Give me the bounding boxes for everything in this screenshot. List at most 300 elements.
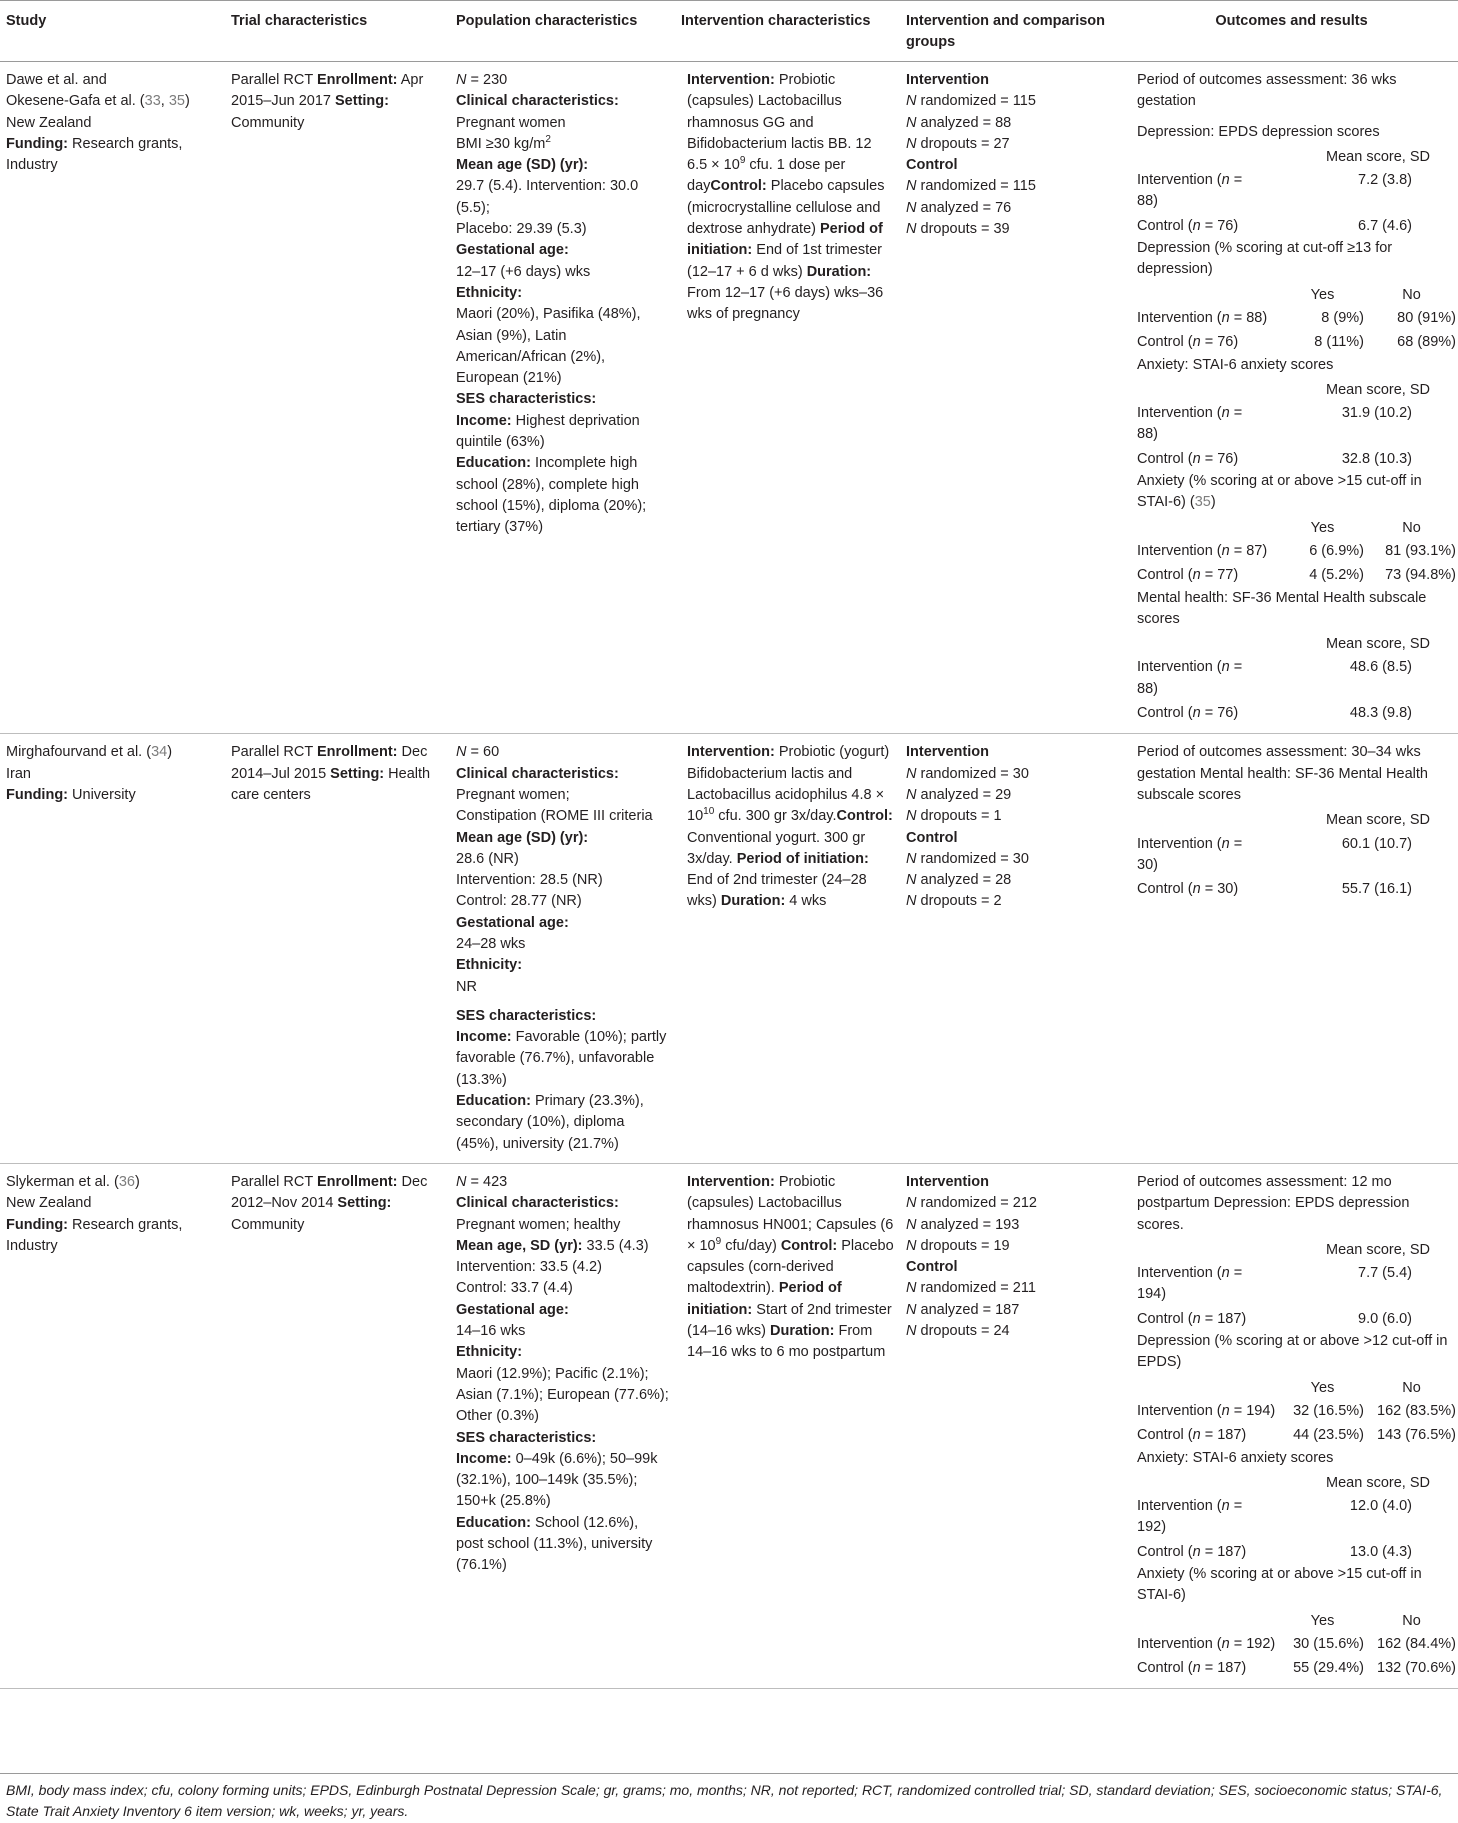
ethnicity-value (456, 977, 669, 998)
header-row (0, 1, 1458, 62)
group-count-line (906, 891, 1119, 912)
table-header (0, 1, 1458, 62)
cell-population (450, 734, 675, 1164)
age-value: 28.6 (NR) (456, 850, 519, 867)
ethnicity-label (456, 955, 669, 976)
outcome-column-header: Mean score, SD (1326, 1474, 1430, 1491)
outcome-group (1127, 332, 1276, 353)
outcome-measure-title (1137, 355, 1456, 376)
table-footnote: BMI, body mass index; cfu, colony forming units; EPDS, Edinburgh Postnatal Depression Scale; gr, grams; mo, months; NR, not reported; RCT, randomized controlled trial; SD, standard deviation; SES, socioeconomic status; STAI-6, State Trait Anxiety Inventory 6 item version; wk, weeks; yr, years. (0, 1773, 1458, 1822)
outcome-no-value: 132 (70.6%) (1377, 1660, 1456, 1677)
outcome-no-value: 81 (93.1%) (1385, 542, 1456, 559)
cell-outcomes (1125, 62, 1458, 734)
gestational-label (456, 1300, 669, 1321)
outcome-column-header: Yes (1310, 519, 1335, 536)
period-value: Start of 2nd trimester (14–16 wks) (687, 1301, 892, 1340)
outcome-group-name: Intervention ( (1137, 1635, 1222, 1652)
n-symbol: N (906, 1195, 917, 1212)
outcome-group (1127, 879, 1262, 900)
outcome-group-name: Control ( (1137, 881, 1193, 898)
col-header-intervention: Intervention characteristics (675, 1, 900, 62)
period-label: Period of initiation: (687, 221, 883, 259)
outcome-group (1127, 1309, 1262, 1330)
outcome-group-n: = 30) (1200, 881, 1239, 898)
setting-label: Setting: (337, 1195, 392, 1212)
outcome-group (1127, 216, 1262, 237)
population-n (456, 742, 669, 763)
education-label: Education: (456, 1514, 531, 1531)
n-symbol: n (1192, 1543, 1201, 1560)
cell-trial (225, 62, 450, 734)
outcome-group-name: Control ( (1137, 217, 1193, 234)
ses-label (456, 389, 669, 410)
outcome-group (1127, 1542, 1262, 1563)
trial-design: Parallel RCT (231, 744, 317, 761)
gestational-label-text: Gestational age: (456, 914, 569, 931)
table-row (0, 1163, 1458, 1689)
n-symbol: N (906, 1216, 917, 1233)
control-value: Placebo capsules (corn-derived maltodextrin). (687, 1237, 894, 1297)
outcome-group (1127, 703, 1262, 724)
n-value: dropouts = 39 (916, 221, 1010, 238)
group-count-line (906, 113, 1119, 134)
citation-close: ) (167, 744, 173, 761)
cell-study (0, 62, 225, 734)
funding-label: Funding: (6, 786, 69, 803)
age-label: Mean age (SD) (yr): (456, 157, 589, 174)
outcome-column-header: No (1402, 1379, 1421, 1396)
outcome-subheader (1127, 630, 1456, 655)
citation-link: 35 (168, 93, 185, 110)
intervention-label: Intervention: (687, 744, 775, 761)
group-count-line (906, 1215, 1119, 1236)
clinical-value: BMI ≥30 kg/m (456, 135, 546, 152)
outcome-column-header: Mean score, SD (1326, 148, 1430, 165)
outcome-mean-value: 55.7 (16.1) (1341, 881, 1412, 898)
outcome-row (1127, 1494, 1456, 1540)
n-symbol: N (906, 93, 917, 110)
outcome-row (1127, 306, 1456, 330)
ethnicity-value-text: Maori (12.9%); Pacific (2.1%); Asian (7.1%); European (77.6%); Other (0.3%) (456, 1365, 669, 1425)
n-symbol: n (1192, 881, 1201, 898)
period-label: Period of initiation: (687, 1280, 842, 1318)
outcome-group (1127, 1263, 1269, 1306)
age-line-2 (456, 219, 669, 240)
outcome-group-n: = 88) (1229, 309, 1268, 326)
superscript: 10 (703, 806, 715, 818)
outcome-row (1127, 832, 1456, 878)
col-header-population: Population characteristics (450, 1, 675, 62)
population-n-value: = 423 (466, 1173, 508, 1190)
n-value: randomized = 30 (916, 850, 1029, 867)
n-symbol: n (1221, 1498, 1230, 1515)
duration-value: 4 wks (785, 893, 827, 910)
outcome-group-n: = 192) (1137, 1498, 1243, 1536)
outcome-group-n: = 187) (1200, 1543, 1247, 1560)
intervention-value-cont: cfu/day) (721, 1237, 781, 1254)
outcome-group-name: Intervention ( (1137, 1498, 1222, 1515)
group-count-line (906, 1321, 1119, 1342)
study-authors-line (6, 742, 219, 763)
outcome-group-name: Control ( (1137, 334, 1193, 351)
n-symbol: N (906, 850, 917, 867)
duration-label: Duration: (770, 1323, 835, 1340)
group-count-line (906, 219, 1119, 240)
income-line (456, 1449, 669, 1513)
age-line-3 (456, 1278, 669, 1299)
clinical-line-1 (456, 1215, 669, 1236)
outcome-group-n: = 76) (1200, 705, 1239, 722)
n-value: analyzed = 28 (916, 872, 1012, 889)
n-symbol: N (456, 72, 467, 88)
group-label-text: Control (906, 157, 958, 174)
outcome-yes-value: 8 (9%) (1321, 309, 1364, 326)
enrollment-value: Dec 2014–Jul 2015 (231, 744, 428, 782)
outcome-row (1127, 1540, 1456, 1564)
group-label-text: Control (906, 1259, 958, 1276)
n-value: analyzed = 88 (916, 114, 1012, 131)
outcome-row (1127, 539, 1456, 563)
cell-trial (225, 1163, 450, 1689)
outcome-row (1127, 1307, 1456, 1331)
intervention-value: Probiotic (capsules) Lactobacillus rhamnosus HN001; Capsules (6 × 10 (687, 1173, 894, 1254)
education-line (456, 1091, 669, 1155)
superscript: 2 (545, 134, 551, 146)
outcome-column-header: Mean score, SD (1326, 381, 1430, 398)
outcome-group-n: = 187) (1200, 1427, 1247, 1444)
cell-outcomes (1125, 1163, 1458, 1689)
outcome-row (1127, 1423, 1456, 1447)
n-symbol: n (1221, 1265, 1230, 1282)
n-symbol: N (906, 1280, 917, 1297)
ses-label (456, 1428, 669, 1449)
outcome-row (1127, 214, 1456, 238)
outcome-column-header: Mean score, SD (1326, 1241, 1430, 1258)
group-label-text: Intervention (906, 1173, 989, 1190)
period-value: End of 2nd trimester (24–28 wks) (687, 872, 867, 910)
outcome-subheader (1127, 806, 1456, 831)
outcome-mean-value: 12.0 (4.0) (1349, 1498, 1412, 1515)
citation-link: 35 (1194, 494, 1211, 511)
outcome-measure-text: Anxiety: STAI-6 anxiety scores (1137, 356, 1334, 373)
group-count-line (906, 1236, 1119, 1257)
n-symbol: n (1192, 1660, 1201, 1677)
duration-label: Duration: (720, 893, 786, 910)
enrollment-label: Enrollment: (316, 744, 398, 761)
population-n-value: = 60 (466, 744, 500, 761)
n-symbol: n (1221, 542, 1230, 559)
outcome-mean-value: 7.2 (3.8) (1358, 172, 1412, 189)
outcome-mean-value: 32.8 (10.3) (1341, 450, 1412, 467)
col-header-outcomes: Outcomes and results (1125, 1, 1458, 62)
cell-groups (900, 1163, 1125, 1689)
gestational-value-text: 14–16 wks (456, 1323, 526, 1340)
outcome-mean-value: 48.3 (9.8) (1349, 705, 1412, 722)
population-n (456, 1172, 669, 1193)
n-symbol: n (1192, 567, 1201, 584)
ethnicity-value-text: Maori (20%), Pasifika (48%), Asian (9%), Latin American/African (2%), European (21%) (456, 306, 641, 387)
group-control-label (906, 155, 1119, 176)
group-count-line (906, 1193, 1119, 1214)
income-line (456, 411, 669, 454)
n-symbol: N (906, 872, 917, 889)
outcome-group (1127, 541, 1276, 562)
control-value: Conventional yogurt. 300 gr 3x/day. (687, 829, 866, 867)
outcome-mean-value: 31.9 (10.2) (1341, 405, 1412, 422)
outcome-group (1127, 1425, 1276, 1446)
n-value: randomized = 115 (916, 178, 1036, 195)
group-count-line (906, 91, 1119, 112)
age-label-line (456, 1236, 669, 1257)
age-value: Placebo: 29.39 (5.3) (456, 221, 587, 238)
n-symbol: n (1221, 835, 1230, 852)
outcome-group-n: = 76) (1200, 217, 1239, 234)
outcome-column-header: Mean score, SD (1326, 812, 1430, 829)
group-count-line (906, 198, 1119, 219)
trial-design: Parallel RCT (231, 1173, 317, 1190)
group-count-line (906, 785, 1119, 806)
intervention-description (681, 1172, 894, 1364)
outcome-measure-title (1137, 122, 1456, 143)
outcome-group-name: Intervention ( (1137, 405, 1222, 422)
outcome-group (1127, 449, 1262, 470)
cell-population (450, 1163, 675, 1689)
outcome-group-name: Control ( (1137, 1427, 1193, 1444)
cell-population (450, 62, 675, 734)
age-line (456, 849, 669, 870)
clinical-label-text: Clinical characteristics: (456, 93, 619, 110)
outcome-subheader (1127, 376, 1456, 401)
enrollment-label: Enrollment: (316, 72, 398, 88)
setting-value: Health care centers (231, 765, 431, 803)
n-symbol: N (906, 221, 917, 238)
citation-link: 36 (118, 1173, 135, 1190)
group-intervention-label (906, 1172, 1119, 1193)
age-line-2 (456, 1257, 669, 1278)
gestational-value (456, 262, 669, 283)
intervention-label: Intervention: (687, 72, 775, 88)
group-count-line (906, 176, 1119, 197)
enrollment-value: Apr 2015–Jun 2017 (231, 72, 424, 110)
study-country-text: New Zealand (6, 1195, 92, 1212)
population-n (456, 70, 669, 91)
gestational-label-text: Gestational age: (456, 242, 569, 259)
study-funding (6, 785, 219, 806)
ethnicity-label-text: Ethnicity: (456, 1344, 523, 1361)
outcome-measure-text: Depression (% scoring at or above >12 cut-off in EPDS) (1137, 1333, 1448, 1371)
study-funding (6, 134, 219, 177)
gestational-label (456, 240, 669, 261)
cell-intervention (675, 1163, 900, 1689)
outcome-subheader (1127, 143, 1456, 168)
clinical-line-2 (456, 134, 669, 155)
outcome-group-name: Intervention ( (1137, 172, 1222, 189)
outcome-row (1127, 655, 1456, 701)
clinical-value: Constipation (ROME III criteria (456, 808, 653, 825)
age-line (456, 176, 669, 219)
n-symbol: N (906, 178, 917, 195)
intervention-value: Probiotic (yogurt) Bifidobacterium lactis and Lactobacillus acidophilus 4.8 × 10 (687, 744, 890, 825)
outcome-row (1127, 1656, 1456, 1680)
col-header-study: Study (0, 1, 225, 62)
setting-label: Setting: (335, 93, 389, 110)
outcome-group-n: = 194) (1137, 1265, 1243, 1303)
outcome-group-n: = 88) (1137, 405, 1243, 443)
funding-label: Funding: (6, 1216, 69, 1233)
outcome-no-value: 162 (83.5%) (1377, 1402, 1456, 1419)
duration-label: Duration: (806, 263, 872, 280)
outcome-mean-value: 6.7 (4.6) (1358, 217, 1412, 234)
n-symbol: n (1192, 1310, 1201, 1327)
outcome-period (1137, 70, 1456, 113)
group-count-line (906, 849, 1119, 870)
setting-label: Setting: (330, 765, 385, 782)
period-value: End of 1st trimester (12–17 + 6 d wks) (687, 242, 882, 280)
outcome-group-name: Intervention ( (1137, 309, 1222, 326)
outcome-period (1137, 1172, 1456, 1236)
outcome-group-name: Control ( (1137, 1310, 1193, 1327)
n-symbol: N (906, 1323, 917, 1340)
outcome-group-name: Control ( (1137, 450, 1193, 467)
outcome-yes-value: 4 (5.2%) (1309, 567, 1364, 584)
table-body (0, 62, 1458, 1689)
n-value: randomized = 212 (916, 1195, 1037, 1212)
outcome-group-name: Intervention ( (1137, 659, 1222, 676)
study-authors-line (6, 1172, 219, 1193)
outcome-group-n: = 77) (1200, 567, 1239, 584)
outcome-no-value: 80 (91%) (1397, 309, 1456, 326)
cell-trial (225, 734, 450, 1164)
outcome-group-n: = 88) (1137, 659, 1243, 697)
cell-groups (900, 62, 1125, 734)
clinical-label-text: Clinical characteristics: (456, 1195, 619, 1212)
funding-value: University (68, 786, 136, 803)
gestational-label-text: Gestational age: (456, 1301, 569, 1318)
outcome-group (1127, 308, 1276, 329)
outcome-column-header: No (1402, 1612, 1421, 1629)
outcome-group (1127, 565, 1276, 586)
study-funding (6, 1215, 219, 1258)
cell-study (0, 734, 225, 1164)
intervention-description (681, 70, 894, 326)
age-value: Control: 33.7 (4.4) (456, 1280, 573, 1297)
outcome-measure-title (1137, 471, 1456, 514)
study-authors-line (6, 70, 219, 91)
n-symbol: n (1221, 309, 1230, 326)
age-value: 29.7 (5.4). Intervention: 30.0 (5.5); (456, 178, 639, 216)
outcome-yes-value: 6 (6.9%) (1309, 542, 1364, 559)
income-label: Income: (456, 412, 512, 429)
study-authors: Mirghafourvand et al. ( (6, 744, 152, 761)
outcome-group-n: = 194) (1229, 1402, 1276, 1419)
funding-value: Research grants, Industry (6, 1216, 183, 1254)
outcome-measure-title (1137, 588, 1456, 631)
gestational-value-text: 24–28 wks (456, 935, 526, 952)
outcome-group (1127, 403, 1265, 446)
gestational-label (456, 913, 669, 934)
table-row (0, 62, 1458, 734)
study-authors: Dawe et al. and (6, 72, 107, 88)
outcome-no-value: 143 (76.5%) (1377, 1427, 1456, 1444)
n-value: randomized = 30 (916, 765, 1029, 782)
enrollment-label: Enrollment: (316, 1173, 398, 1190)
outcome-measure-title (1137, 1331, 1456, 1374)
gestational-value (456, 934, 669, 955)
citation-link: 33 (144, 93, 161, 110)
n-symbol: n (1221, 659, 1230, 676)
income-value: Highest deprivation quintile (63%) (456, 412, 640, 451)
gestational-value-text: 12–17 (+6 days) wks (456, 263, 591, 280)
outcome-no-value: 68 (89%) (1397, 334, 1456, 351)
outcome-mean-value: 13.0 (4.3) (1349, 1543, 1412, 1560)
funding-value: Research grants, Industry (6, 135, 183, 174)
education-line (456, 1513, 669, 1577)
n-value: randomized = 115 (916, 93, 1036, 110)
age-line-3 (456, 891, 669, 912)
n-symbol: n (1192, 450, 1201, 467)
cell-study (0, 1163, 225, 1689)
n-value: randomized = 211 (916, 1280, 1036, 1297)
outcome-subheader (1127, 514, 1456, 539)
group-label-text: Intervention (906, 744, 989, 761)
outcome-column-header: Yes (1310, 1612, 1335, 1629)
intervention-value-cont: cfu. 300 gr 3x/day. (714, 808, 837, 825)
group-count-line (906, 1278, 1119, 1299)
group-count-line (906, 870, 1119, 891)
outcome-subheader (1127, 1236, 1456, 1261)
outcome-group (1127, 1658, 1276, 1679)
age-value: Control: 28.77 (NR) (456, 893, 582, 910)
study-authors-line-2 (6, 91, 219, 112)
superscript: 9 (715, 1236, 722, 1248)
outcome-row (1127, 563, 1456, 587)
citation-link: 34 (151, 744, 168, 761)
n-symbol: n (1192, 217, 1201, 234)
clinical-value: Pregnant women (456, 114, 566, 131)
n-symbol: N (906, 765, 917, 782)
outcome-yes-value: 55 (29.4%) (1293, 1660, 1364, 1677)
outcome-measure-text: Anxiety (% scoring at or above >15 cut-off in STAI-6) ( (1137, 473, 1422, 511)
n-value: analyzed = 193 (916, 1216, 1020, 1233)
ethnicity-label (456, 1342, 669, 1363)
cell-outcomes (1125, 734, 1458, 1164)
outcome-measure-title (1137, 1564, 1456, 1607)
duration-value: From 12–17 (+6 days) wks–36 wks of pregnancy (687, 284, 884, 323)
age-label-line (456, 828, 669, 849)
clinical-line-1 (456, 113, 669, 134)
outcome-no-value: 73 (94.8%) (1385, 567, 1456, 584)
control-value: Placebo capsules (microcrystalline cellulose and dextrose anhydrate) (687, 178, 885, 238)
outcome-row (1127, 877, 1456, 901)
col-header-trial: Trial characteristics (225, 1, 450, 62)
outcome-period-text: Period of outcomes assessment: 30–34 wks gestation Mental health: SF-36 Mental Health subscale scores (1137, 744, 1428, 803)
outcome-yes-value: 32 (16.5%) (1293, 1402, 1364, 1419)
outcome-subheader (1127, 1374, 1456, 1399)
study-country (6, 764, 219, 785)
trial-design: Parallel RCT (231, 72, 317, 88)
outcome-row (1127, 330, 1456, 354)
intervention-value: Probiotic (capsules) Lactobacillus rhamnosus GG and Bifidobacterium lactis BB. 12 6.5 × 10 (687, 72, 872, 174)
table-row (0, 734, 1458, 1164)
intervention-description (681, 742, 894, 912)
age-label: Mean age, SD (yr): (456, 1237, 583, 1254)
outcome-group-n: = 30) (1137, 835, 1243, 873)
age-value: Intervention: 33.5 (4.2) (456, 1259, 602, 1276)
outcome-mean-value: 9.0 (6.0) (1358, 1310, 1412, 1327)
n-symbol: N (456, 1173, 467, 1190)
outcome-group-name: Control ( (1137, 1660, 1193, 1677)
citation-close: ) (1210, 494, 1216, 511)
